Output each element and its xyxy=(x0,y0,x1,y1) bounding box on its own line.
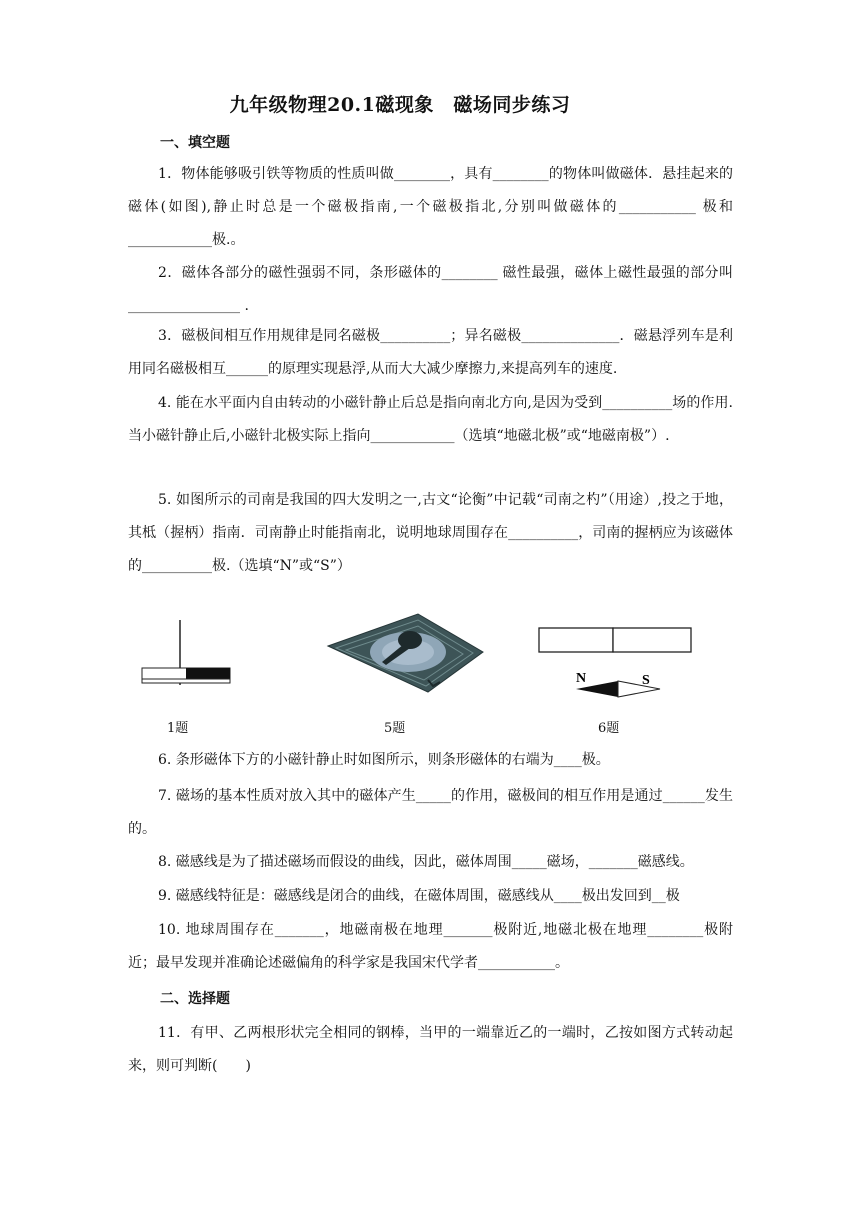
question-9: 9. 磁感线特征是：磁感线是闭合的曲线，在磁体周围，磁感线从____极出发回到__极 xyxy=(158,888,680,904)
caption-figure-6: 6题 xyxy=(598,721,620,736)
figure-6-bar-magnet-needle xyxy=(539,628,691,697)
question-3: 3．磁极间相互作用规律是同名磁极__________；异名磁极______________．磁悬浮列车是利用同名磁极相互______的原理实现悬浮,从而大大减少摩擦力,来提高列车的速度. xyxy=(128,328,733,377)
question-6: 6. 条形磁体下方的小磁针静止时如图所示，则条形磁体的右端为____极。 xyxy=(158,752,610,768)
question-8: 8. 磁感线是为了描述磁场而假设的曲线，因此，磁体周围_____磁场，_______磁感线。 xyxy=(158,854,694,870)
caption-figure-1: 1题 xyxy=(167,721,189,736)
figure-row xyxy=(128,610,733,740)
question-1: 1．物体能够吸引铁等物质的性质叫做________，具有________的物体叫做磁体．悬挂起来的磁体(如图),静止时总是一个磁极指南,一个磁极指北,分别叫做磁体的___________ 极和____________极.。 xyxy=(128,166,733,248)
needle-n-label: N xyxy=(576,671,587,686)
figure-5-sinan-compass xyxy=(328,614,483,692)
section-fill-blank: 一、填空题 xyxy=(160,135,230,151)
needle-s-label: S xyxy=(642,673,650,688)
question-10: 10. 地球周围存在_______，地磁南极在地理_______极附近,地磁北极在地理________极附近；最早发现并准确论述磁偏角的科学家是我国宋代学者___________。 xyxy=(128,922,733,971)
question-11: 11．有甲、乙两根形状完全相同的钢棒，当甲的一端靠近乙的一端时，乙按如图方式转动起来，则可判断( ) xyxy=(128,1025,733,1074)
question-5: 5. 如图所示的司南是我国的四大发明之一,古文“论衡”中记载“司南之杓”（用途）,投之于地，其柢（握柄）指南．司南静止时能指南北，说明地球周围存在__________，司南的握柄应为该磁体的__________极.（选填“N”或“S”） xyxy=(128,492,733,574)
figure-1-suspended-magnet xyxy=(142,620,230,685)
question-7: 7. 磁场的基本性质对放入其中的磁体产生_____的作用，磁极间的相互作用是通过______发生的。 xyxy=(128,788,733,837)
caption-figure-5: 5题 xyxy=(384,721,406,736)
question-2: 2．磁体各部分的磁性强弱不同，条形磁体的________ 磁性最强，磁体上磁性最强的部分叫________________ . xyxy=(128,265,733,314)
question-4: 4. 能在水平面内自由转动的小磁针静止后总是指向南北方向,是因为受到__________场的作用.当小磁针静止后,小磁针北极实际上指向____________（选填“地磁北极”或“地磁南极”）. xyxy=(128,395,733,444)
section-multiple-choice: 二、选择题 xyxy=(160,991,230,1007)
page-title: 九年级物理20.1磁现象 磁场同步练习 xyxy=(229,94,571,116)
